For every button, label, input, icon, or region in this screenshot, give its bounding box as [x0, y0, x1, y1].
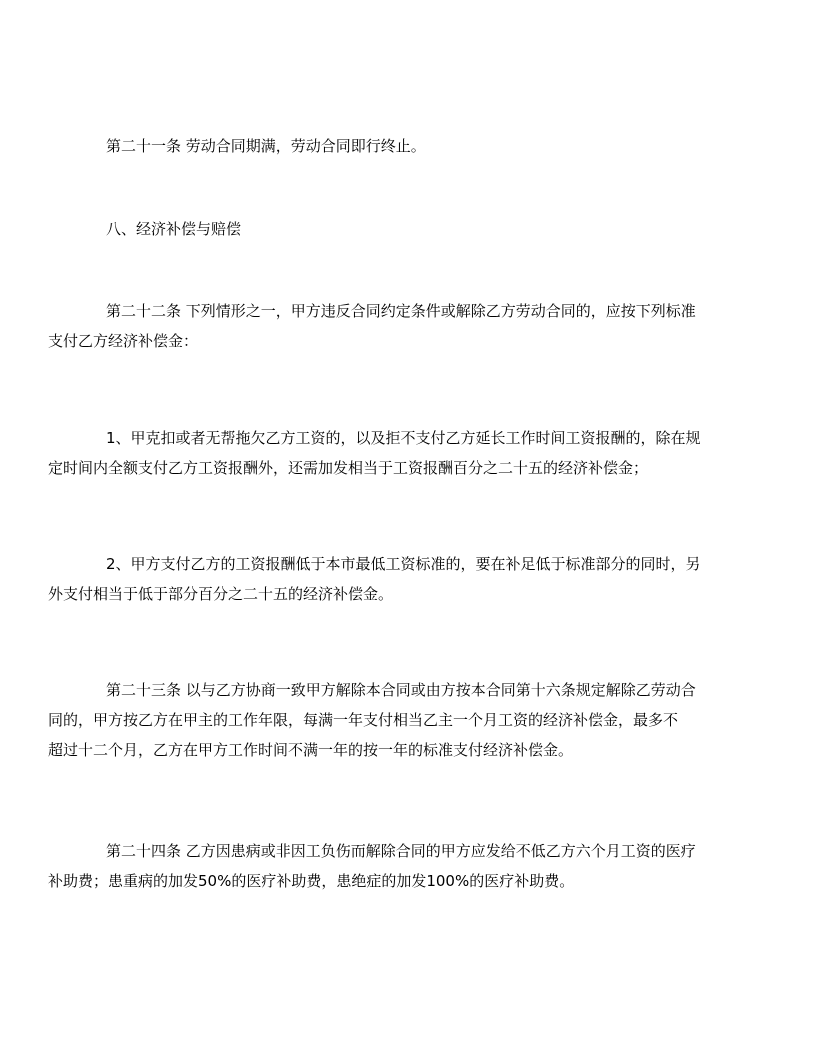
text-line: 定时间内全额支付乙方工资报酬外，还需加发相当于工资报酬百分之二十五的经济补偿金；	[48, 459, 649, 477]
article-22-paragraph	[48, 296, 742, 356]
text-line: 第二十四条 乙方因患病或非因工负伤而解除合同的甲方应发给不低乙方六个月工资的医疗	[106, 842, 696, 860]
item-2-paragraph	[48, 549, 742, 609]
item-1-paragraph	[48, 423, 742, 483]
section-8-heading	[106, 214, 742, 244]
text-line: 第二十一条 劳动合同期满，劳动合同即行终止。	[106, 137, 426, 155]
article-21-paragraph	[106, 131, 742, 161]
article-24-paragraph	[48, 836, 742, 896]
text-line: 超过十二个月，乙方在甲方工作时间不满一年的按一年的标准支付经济补偿金。	[48, 741, 574, 759]
text-line: 第二十三条 以与乙方协商一致甲方解除本合同或由方按本合同第十六条规定解除乙劳动合	[106, 681, 696, 699]
article-23-paragraph	[48, 675, 742, 765]
text-line: 第二十二条 下列情形之一，甲方违反合同约定条件或解除乙方劳动合同的，应按下列标准	[106, 302, 696, 320]
text-line: 1、甲克扣或者无帮拖欠乙方工资的，以及拒不支付乙方延长工作时间工资报酬的，除在规	[106, 429, 701, 447]
text-line: 外支付相当于低于部分百分之二十五的经济补偿金。	[48, 585, 394, 603]
text-line: 补助费；患重病的加发50%的医疗补助费，患绝症的加发100%的医疗补助费。	[48, 872, 575, 890]
text-line: 2、甲方支付乙方的工资报酬低于本市最低工资标准的，要在补足低于标准部分的同时，另	[106, 555, 701, 573]
text-line: 同的，甲方按乙方在甲主的工作年限，每满一年支付相当乙主一个月工资的经济补偿金，最多不	[48, 711, 679, 729]
text-line: 支付乙方经济补偿金：	[48, 332, 199, 350]
text-line: 八、经济补偿与赔偿	[106, 220, 242, 238]
